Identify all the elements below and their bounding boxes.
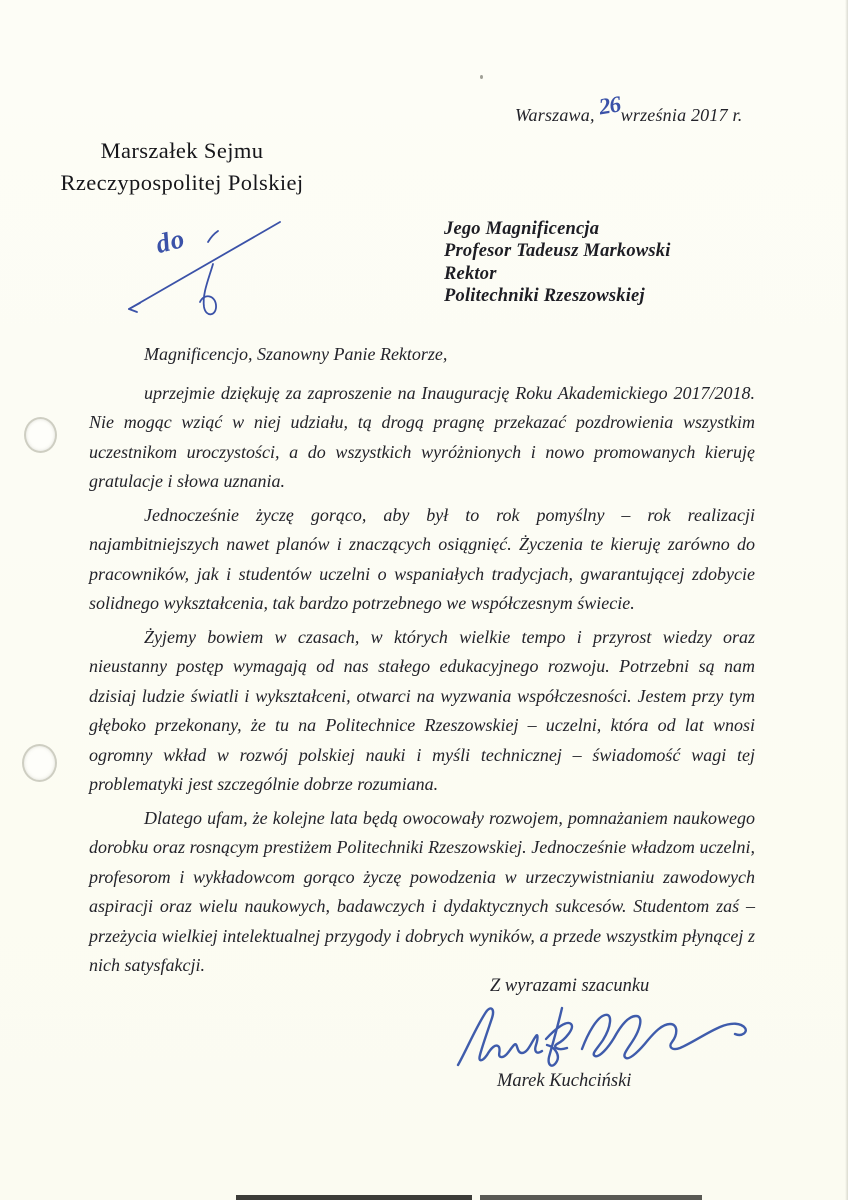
addressee-block bbox=[444, 218, 671, 307]
scan-edge-artifact bbox=[236, 1195, 472, 1200]
date-city: Warszawa, bbox=[515, 105, 595, 125]
paragraph-2: Jednocześnie życzę gorąco, aby był to rok pomyślny – rok realizacji najambitniejszych nawet planów i znaczących osiągnięć. Życzenia te kieruję zarówno do pracowników, jak i studentów uczelni o wspaniałych tradycjach, gwarantującej zdobycie solidnego wykształcenia, tak bardzo potrzebnego we współczesnym świecie. bbox=[89, 504, 755, 613]
scan-speck bbox=[480, 75, 483, 79]
hole-punch-mark bbox=[24, 417, 57, 453]
addressee-line2: Profesor Tadeusz Markowski bbox=[444, 241, 671, 262]
salutation: Magnificencjo, Szanowny Panie Rektorze, bbox=[144, 344, 448, 364]
scan-edge-artifact bbox=[480, 1195, 702, 1200]
addressee-line3: Rektor bbox=[444, 263, 497, 284]
handwritten-annotation bbox=[112, 212, 290, 330]
signature-handwriting bbox=[440, 995, 770, 1083]
letterhead-line2: Rzeczypospolitej Polskiej bbox=[60, 170, 304, 195]
handwritten-day: 26 bbox=[596, 91, 622, 120]
closing-phrase: Z wyrazami szacunku bbox=[490, 976, 650, 996]
annotation-arrow-stroke bbox=[112, 212, 290, 330]
annotation-handwriting: do bbox=[152, 222, 189, 260]
addressee-line1: Jego Magnificencja bbox=[444, 219, 600, 239]
letterhead bbox=[51, 135, 313, 199]
paragraph-3: Żyjemy bowiem w czasach, w których wielkie tempo i przyrost wiedzy oraz nieustanny postęp wymagają od nas stałego edukacyjnego rozwoju. Potrzebni są nam dzisiaj ludzie światli i wykształceni, otwarci na wyzwania współczesności. Jestem przy tym głęboko przekonany, że tu na Politechnice Rzeszowskiej – uczelni, która od lat wnosi ogromny wkład w rozwój polskiej nauki i myśli technicznej – świadomość wagi tej problematyki jest szczególnie dobrze rozumiana. bbox=[89, 626, 755, 794]
paragraph-4: Dlatego ufam, że kolejne lata będą owocowały rozwojem, pomnażaniem naukowego dorobku oraz rosnącym prestiżem Politechniki Rzeszowskiej. Jednocześnie władzom uczelni, profesorom i wykładowcom gorąco życzę powodzenia w urzeczywistnianiu zawodowych aspiracji oraz wielu naukowych, badawczych i dydaktycznych sukcesów. Studentom zaś – przeżycia wielkiej intelektualnej przygody i dobrych wyników, a przede wszystkim płynącej z nich satysfakcji. bbox=[89, 807, 755, 975]
addressee-line4: Politechniki Rzeszowskiej bbox=[444, 285, 645, 306]
letterhead-line1: Marszałek Sejmu bbox=[100, 138, 264, 163]
paragraph-1: uprzejmie dziękuję za zaproszenie na Inaugurację Roku Akademickiego 2017/2018. Nie mogąc wziąć w niej udziału, tą drogą pragnę przekazać pozdrowienia wszystkim uczestnikom uroczystości, a do wszystkich wyróżnionych i nowo promowanych kieruję gratulacje i słowa uznania. bbox=[89, 382, 755, 491]
hole-punch-mark bbox=[22, 744, 57, 782]
date-rest: września 2017 r. bbox=[620, 105, 743, 125]
signer-name: Marek Kuchciński bbox=[497, 1071, 632, 1091]
letter-body bbox=[89, 340, 755, 985]
date-line bbox=[515, 91, 743, 127]
